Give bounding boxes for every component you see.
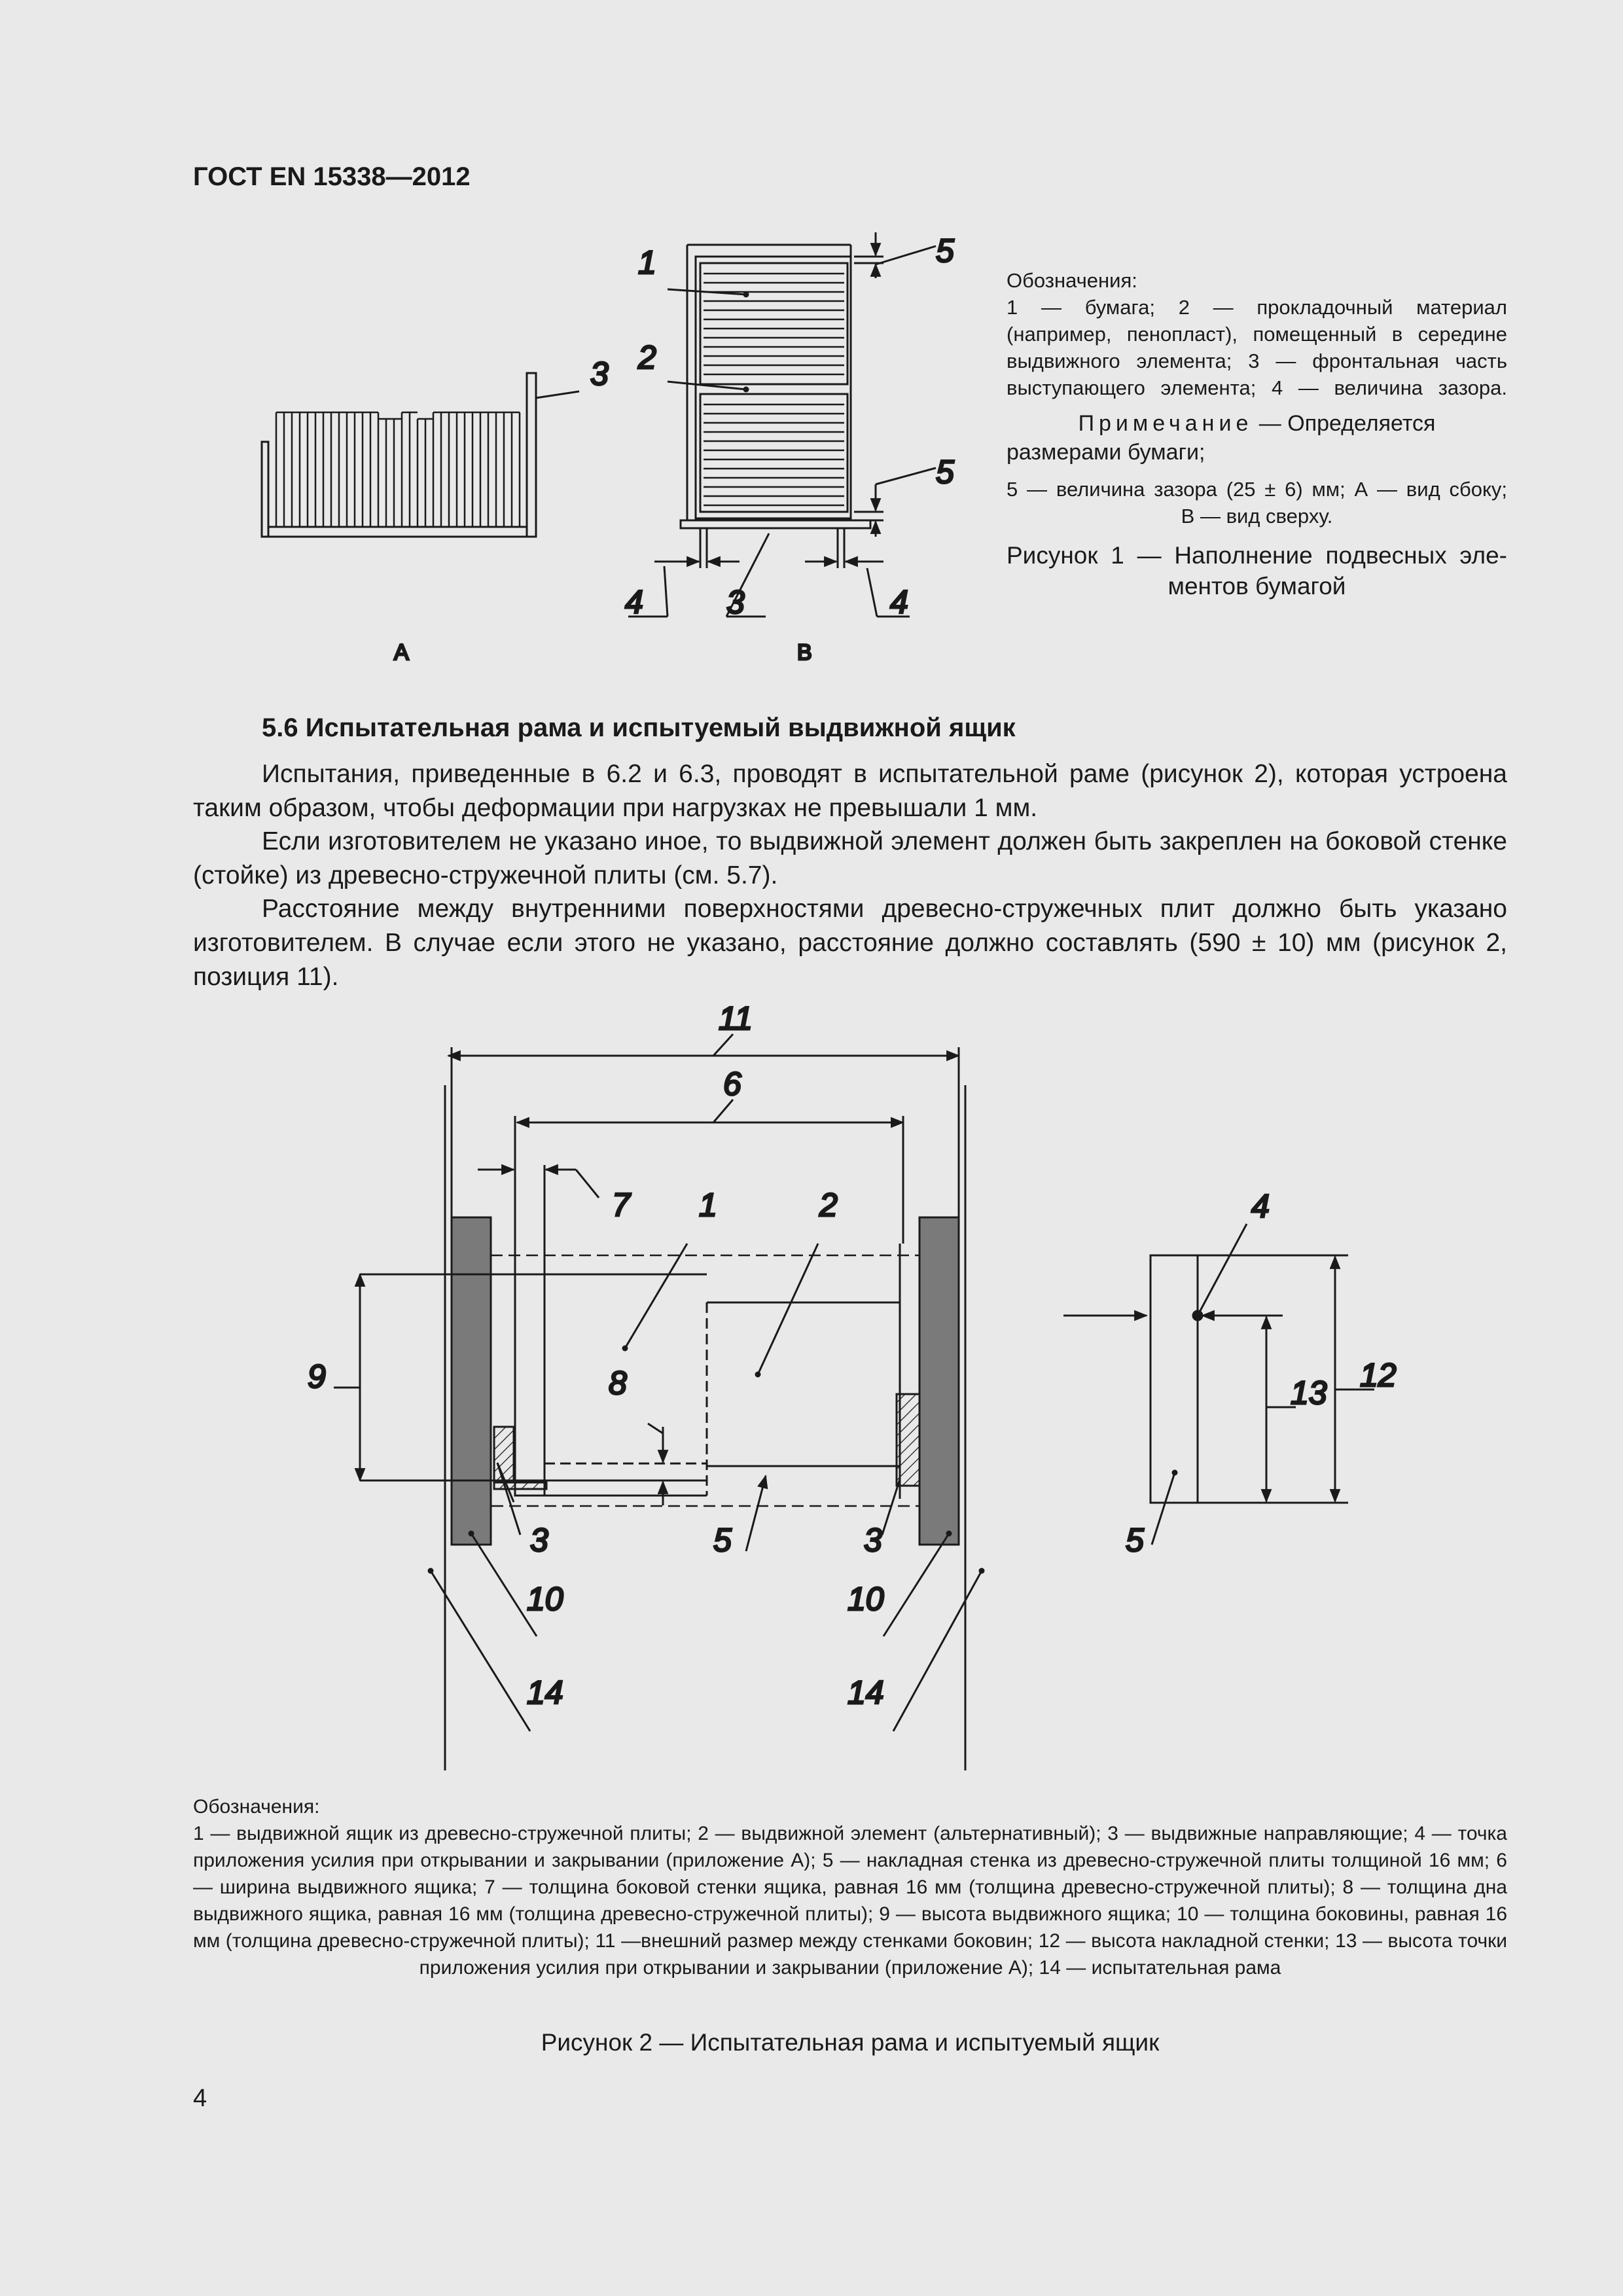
fig1-callout-4a: 4 bbox=[625, 584, 643, 620]
fig1-callout-5b: 5 bbox=[936, 454, 954, 490]
fig2-callout-6: 6 bbox=[723, 1066, 741, 1102]
figure-2-caption: Рисунок 2 — Испытательная рама и испытуемый ящик bbox=[541, 2029, 1160, 2056]
fig1-legend-line-2: (например, пенопласт), помещенный в середине bbox=[1007, 323, 1507, 346]
fig2-callout-3a: 3 bbox=[530, 1522, 548, 1558]
paragraph-1: Испытания, приведенные в 6.2 и 6.3, проводят в испытательной раме (рисунок 2), которая устроена таким образом, чтобы деформации при нагрузках не превышали 1 мм. bbox=[193, 760, 1507, 822]
fig1-callout-2: 2 bbox=[638, 339, 656, 376]
figure-1-view-b bbox=[625, 232, 954, 620]
fig2-callout-11: 11 bbox=[719, 1000, 753, 1037]
fig1-note-label: Примечание bbox=[1078, 411, 1253, 436]
fig2-callout-10b: 10 bbox=[847, 1581, 884, 1617]
fig2-callout-9: 9 bbox=[308, 1358, 326, 1395]
paragraph-2: Если изготовителем не указано иное, то выдвижной элемент должен быть закреплен на боковой стенке (стойке) из древесно-стружечной плиты (см. 5.7). bbox=[193, 827, 1507, 889]
fig1-gap-line-1: 5 — величина зазора (25 ± 6) мм; А — вид сбоку; bbox=[1007, 478, 1507, 501]
fig1-view-b-label: В bbox=[797, 640, 812, 665]
fig2-callout-5b: 5 bbox=[1126, 1522, 1144, 1558]
fig2-callout-8: 8 bbox=[609, 1365, 627, 1401]
fig2-callout-12: 12 bbox=[1360, 1357, 1397, 1393]
fig1-caption-line-1: Рисунок 1 — Наполнение подвесных эле- bbox=[1007, 542, 1507, 569]
fig1-callout-3a: 3 bbox=[590, 355, 609, 392]
fig2-callout-10a: 10 bbox=[527, 1581, 563, 1617]
fig2-callout-3b: 3 bbox=[864, 1522, 882, 1558]
fig1-gap-line-2: В — вид сверху. bbox=[1181, 505, 1333, 528]
fig1-callout-5a: 5 bbox=[936, 232, 954, 269]
figure-2-drawing bbox=[262, 982, 1440, 1787]
fig1-legend-line-4: выступающего элемента; 4 — величина зазора. bbox=[1007, 376, 1507, 399]
fig2-callout-1: 1 bbox=[699, 1187, 717, 1223]
fig1-note-text: — Определяется bbox=[1253, 411, 1436, 436]
fig1-caption-line-2: ментов бумагой bbox=[1168, 573, 1346, 600]
fig2-callout-2: 2 bbox=[819, 1187, 838, 1223]
figure-1-drawing bbox=[223, 223, 969, 674]
figure-1-view-a bbox=[262, 355, 609, 537]
fig2-callout-13: 13 bbox=[1291, 1374, 1327, 1411]
figure-2-front-view bbox=[308, 1000, 984, 1770]
fig1-callout-4b: 4 bbox=[890, 584, 908, 620]
figure-1-legend bbox=[1007, 267, 1507, 601]
fig2-callout-7: 7 bbox=[612, 1187, 630, 1223]
fig1-legend-heading: Обозначения: bbox=[1007, 269, 1137, 292]
section-title: 5.6 Испытательная рама и испытуемый выдвижной ящик bbox=[262, 713, 1016, 742]
fig2-callout-14a: 14 bbox=[527, 1674, 563, 1711]
fig1-legend-line-1: 1 — бумага; 2 — прокладочный материал bbox=[1007, 296, 1507, 319]
fig2-callout-4: 4 bbox=[1251, 1188, 1270, 1225]
page-number: 4 bbox=[193, 2085, 207, 2112]
fig2-legend-body: 1 — выдвижной ящик из древесно-стружечной плиты; 2 — выдвижной элемент (альтернативный); 3 — выдвижные направляющие; 4 — точка приложения усилия при открывании и закрывании (приложение А); 5 — накладная стенка из древесно-стружечной плиты толщиной 16 мм; 6 — ширина выдвижного ящика; 7 — толщина боковой стенки ящика, равная 16 мм (толщина древесно-стружечной плиты); 8 — толщина дна выдвижного ящика, равная 16 мм (толщина древесно-стружечной плиты); 9 — высота выдвижного ящика; 10 — толщина боковины, равная 16 мм (толщина древесно-стружечной плиты); 11 —внешний размер между стенками боковин; 12 — высота накладной стенки; 13 — высота точки приложения усилия при открывании и закрывании (приложение А); 14 — испытательная рама bbox=[193, 1823, 1507, 1979]
fig1-legend-line-3: выдвижного элемента; 3 — фронтальная часть bbox=[1007, 350, 1507, 372]
fig1-note-line-2: размерами бумаги; bbox=[1007, 440, 1205, 465]
fig2-legend-heading: Обозначения: bbox=[193, 1796, 320, 1818]
fig2-callout-5a: 5 bbox=[713, 1522, 732, 1558]
figure-2-side-view bbox=[1063, 1188, 1397, 1558]
paragraph-3: Расстояние между внутренними поверхностями древесно-стружечных плит должно быть указано изготовителем. В случае если этого не указано, расстояние должно составлять (590 ± 10) мм (рисунок 2, позиция 11). bbox=[193, 895, 1507, 991]
fig1-note bbox=[1007, 409, 1507, 467]
fig1-view-a-label: А bbox=[394, 640, 409, 665]
page-header: ГОСТ EN 15338—2012 bbox=[193, 162, 471, 191]
fig1-callout-3b: 3 bbox=[726, 584, 745, 620]
figure-2-legend bbox=[193, 1793, 1507, 1981]
figure-1-caption bbox=[1007, 540, 1507, 601]
fig2-callout-14b: 14 bbox=[847, 1674, 884, 1711]
fig1-callout-1: 1 bbox=[638, 244, 656, 281]
